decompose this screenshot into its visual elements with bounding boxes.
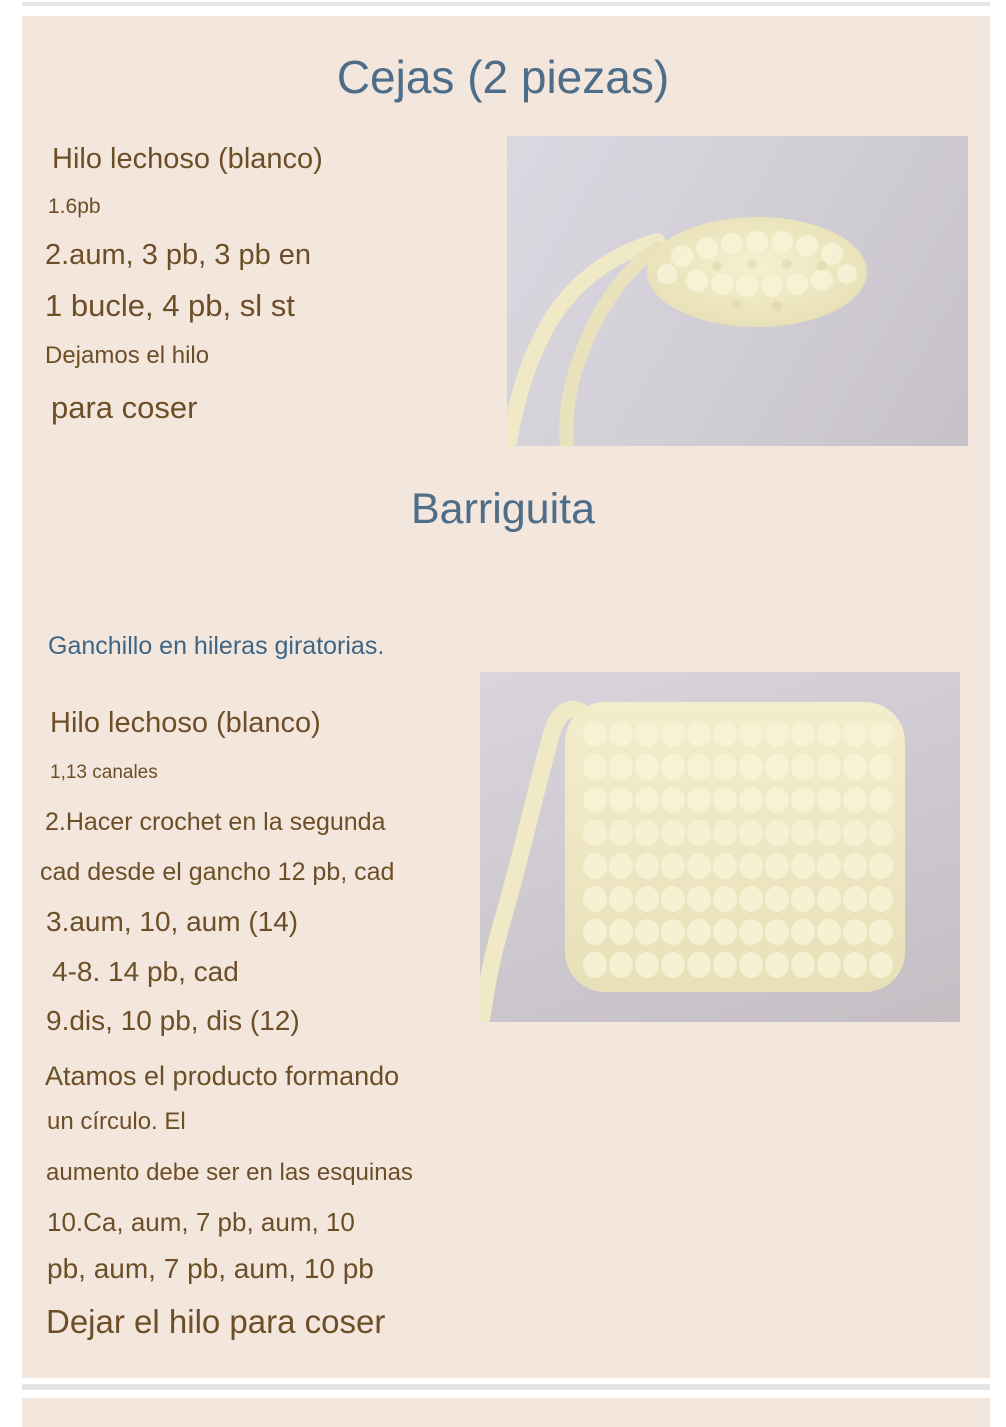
stitch xyxy=(739,787,763,813)
stitch xyxy=(713,820,737,846)
instruction-line: 2.aum, 3 pb, 3 pb en xyxy=(45,239,312,271)
stitch xyxy=(583,721,607,747)
technique-note: Ganchillo en hileras giratorias. xyxy=(48,632,385,660)
page-divider xyxy=(22,1384,990,1390)
instruction-line: 10.Ca, aum, 7 pb, aum, 10 xyxy=(47,1207,355,1237)
stitch xyxy=(635,721,659,747)
yarn-line: Hilo lechoso (blanco) xyxy=(52,143,323,175)
section-title-cejas: Cejas (2 piezas) xyxy=(336,51,670,103)
stitch xyxy=(583,787,607,813)
instruction-line: 2.Hacer crochet en la segunda xyxy=(45,808,386,836)
stitch xyxy=(687,820,711,846)
stitch xyxy=(687,886,711,912)
stitch xyxy=(687,952,711,978)
next-page xyxy=(22,1398,990,1427)
stitch xyxy=(635,820,659,846)
top-separator xyxy=(22,2,990,6)
instruction-line: 3.aum, 10, aum (14) xyxy=(46,906,299,937)
instruction-line: 1.6pb xyxy=(48,195,101,218)
stitch xyxy=(687,787,711,813)
stitch xyxy=(843,952,867,978)
stitch xyxy=(765,787,789,813)
stitch xyxy=(817,886,841,912)
stitch xyxy=(713,952,737,978)
stitch xyxy=(609,787,633,813)
stitch xyxy=(713,886,737,912)
stitch xyxy=(713,721,737,747)
instruction-line: cad desde el gancho 12 pb, cad xyxy=(40,858,395,886)
stitch xyxy=(687,721,711,747)
stitch xyxy=(609,820,633,846)
stitch xyxy=(609,886,633,912)
stitch xyxy=(791,853,815,879)
eyebrow-photo xyxy=(507,136,968,446)
stitch xyxy=(739,721,763,747)
stitch xyxy=(869,886,893,912)
stitch xyxy=(661,787,685,813)
stitch xyxy=(661,721,685,747)
instruction-line: un círculo. El xyxy=(47,1108,186,1135)
stitch xyxy=(791,919,815,945)
stitch xyxy=(713,754,737,780)
stitch xyxy=(687,919,711,945)
stitch xyxy=(791,787,815,813)
stitch xyxy=(713,787,737,813)
stitch xyxy=(765,820,789,846)
stitch xyxy=(817,754,841,780)
stitch xyxy=(661,952,685,978)
stitch xyxy=(583,886,607,912)
stitch xyxy=(791,820,815,846)
stitch xyxy=(765,853,789,879)
stitch xyxy=(609,721,633,747)
stitch xyxy=(635,787,659,813)
stitch xyxy=(687,754,711,780)
stitch xyxy=(609,853,633,879)
stitch xyxy=(843,820,867,846)
stitch xyxy=(869,853,893,879)
stitch xyxy=(765,886,789,912)
stitch xyxy=(661,919,685,945)
belly-photo xyxy=(480,672,960,1022)
stitch xyxy=(817,919,841,945)
instruction-line: 9.dis, 10 pb, dis (12) xyxy=(46,1005,300,1036)
stitch xyxy=(765,952,789,978)
instruction-line: pb, aum, 7 pb, aum, 10 pb xyxy=(47,1253,374,1284)
stitch xyxy=(817,721,841,747)
stitch xyxy=(843,754,867,780)
stitch xyxy=(791,754,815,780)
stitch xyxy=(661,853,685,879)
stitch xyxy=(713,853,737,879)
stitch xyxy=(869,919,893,945)
stitch xyxy=(817,952,841,978)
instruction-line: 1 bucle, 4 pb, sl st xyxy=(45,288,295,323)
stitch xyxy=(869,721,893,747)
stitch xyxy=(765,754,789,780)
stitch xyxy=(661,820,685,846)
stitch xyxy=(765,919,789,945)
stitch xyxy=(739,886,763,912)
stitch xyxy=(843,787,867,813)
instruction-line: aumento debe ser en las esquinas xyxy=(46,1159,413,1186)
stitch xyxy=(713,919,737,945)
stitch xyxy=(869,820,893,846)
stitch xyxy=(843,919,867,945)
stitch xyxy=(583,952,607,978)
stitch xyxy=(843,853,867,879)
stitch xyxy=(635,754,659,780)
stitch xyxy=(687,853,711,879)
stitch xyxy=(609,952,633,978)
stitch xyxy=(765,721,789,747)
instruction-line: Dejamos el hilo xyxy=(45,342,210,369)
instruction-line: Atamos el producto formando xyxy=(45,1061,400,1091)
stitch xyxy=(869,787,893,813)
stitch xyxy=(635,952,659,978)
stitch xyxy=(583,754,607,780)
stitch xyxy=(635,853,659,879)
stitch xyxy=(739,919,763,945)
stitch xyxy=(661,886,685,912)
stitch xyxy=(817,787,841,813)
stitch xyxy=(635,886,659,912)
stitch xyxy=(609,754,633,780)
stitch xyxy=(817,820,841,846)
stitch xyxy=(869,754,893,780)
stitch xyxy=(661,754,685,780)
stitch xyxy=(739,754,763,780)
instruction-line: 4-8. 14 pb, cad xyxy=(52,956,239,987)
yarn-line: Hilo lechoso (blanco) xyxy=(50,707,321,739)
stitch xyxy=(843,886,867,912)
stitch xyxy=(739,853,763,879)
stitch xyxy=(583,820,607,846)
stitch xyxy=(791,952,815,978)
stitch xyxy=(635,919,659,945)
instruction-line: 1,13 canales xyxy=(50,762,158,783)
stitch xyxy=(739,820,763,846)
instruction-line: para coser xyxy=(51,390,198,425)
section-title-barriguita: Barriguita xyxy=(410,485,596,533)
stitch xyxy=(609,919,633,945)
stitch xyxy=(817,853,841,879)
stitch xyxy=(843,721,867,747)
stitch xyxy=(583,853,607,879)
stitch xyxy=(739,952,763,978)
stitch xyxy=(869,952,893,978)
stitch xyxy=(583,919,607,945)
stitch xyxy=(791,886,815,912)
stitch xyxy=(791,721,815,747)
instruction-line: Dejar el hilo para coser xyxy=(46,1303,386,1340)
